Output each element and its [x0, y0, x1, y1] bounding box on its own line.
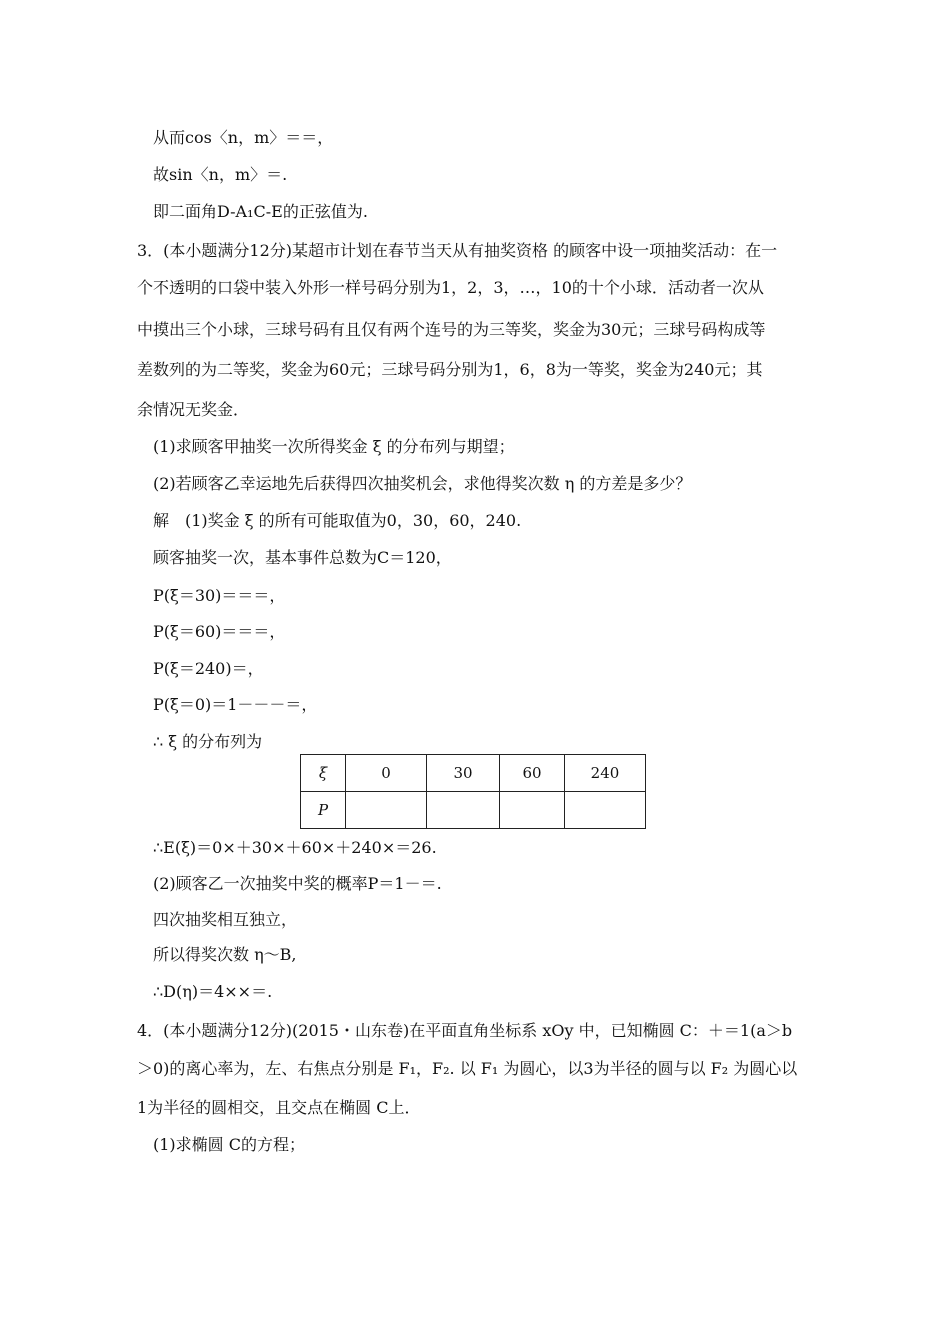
table-header-cell: 30 — [427, 755, 500, 792]
question-3-text: 余情况无奖金． — [137, 400, 250, 419]
question-3-part-1: (1)求顾客甲抽奖一次所得奖金 ξ 的分布列与期望； — [153, 437, 515, 456]
solution-line: 解 (1)奖金 ξ 的所有可能取值为0，30，60，240. — [153, 511, 522, 530]
table-cell — [427, 792, 500, 829]
question-4-part-1: (1)求椭圆 C的方程； — [153, 1135, 305, 1154]
question-3-text: 差数列的为二等奖，奖金为60元；三球号码分别为1，6，8为一等奖，奖金为240元；其 — [137, 360, 763, 379]
table-header-cell: 0 — [346, 755, 427, 792]
table-row-label: P — [301, 792, 346, 829]
solution-line: ∴E(ξ)＝0×＋30×＋60×＋240×＝26. — [153, 838, 437, 857]
table-row — [301, 792, 646, 829]
question-3-text: 3．(本小题满分12分)某超市计划在春节当天从有抽奖资格 的顾客中设一项抽奖活动：在一 — [137, 241, 778, 260]
question-3-text: 个不透明的口袋中装入外形一样号码分别为1，2，3，…，10的十个小球．活动者一次从 — [137, 278, 764, 297]
table-header-cell: 240 — [565, 755, 646, 792]
solution-line: P(ξ＝0)＝1－－－＝， — [153, 695, 318, 714]
table-cell — [346, 792, 427, 829]
table-cell — [565, 792, 646, 829]
solution-line: ∴D(η)＝4××＝. — [153, 982, 273, 1001]
text-line: 故sin〈n，m〉＝. — [153, 165, 288, 184]
table-header-cell: ξ — [301, 755, 346, 792]
table-header-cell: 60 — [500, 755, 565, 792]
question-4-text: ＞0)的离心率为，左、右焦点分别是 F₁，F₂. 以 F₁ 为圆心，以3为半径的圆与以 F₂ 为圆心以 — [137, 1059, 798, 1078]
solution-line: ∴ ξ 的分布列为 — [153, 732, 263, 751]
text-line: 从而cos〈n，m〉＝＝， — [153, 128, 334, 147]
question-4-text: 4．(本小题满分12分)(2015・山东卷)在平面直角坐标系 xOy 中，已知椭圆 C：＋＝1(a＞b — [137, 1021, 793, 1040]
table-cell — [500, 792, 565, 829]
solution-line: 顾客抽奖一次，基本事件总数为C＝120， — [153, 548, 452, 567]
solution-line: P(ξ＝240)＝， — [153, 659, 264, 678]
solution-line: (2)顾客乙一次抽奖中奖的概率P＝1－＝. — [153, 874, 442, 893]
table-row — [301, 755, 646, 792]
question-4-text: 1为半径的圆相交，且交点在椭圆 C上． — [137, 1098, 421, 1117]
solution-line: 所以得奖次数 η～B, — [153, 945, 297, 964]
solution-line: P(ξ＝30)＝＝＝， — [153, 586, 286, 605]
question-3-text: 中摸出三个小球，三球号码有且仅有两个连号的为三等奖，奖金为30元；三球号码构成等 — [137, 320, 766, 339]
distribution-table — [300, 754, 646, 829]
solution-line: P(ξ＝60)＝＝＝， — [153, 622, 286, 641]
question-3-part-2: (2)若顾客乙幸运地先后获得四次抽奖机会，求他得奖次数 η 的方差是多少？ — [153, 474, 692, 493]
text-line: 即二面角D-A₁C-E的正弦值为. — [153, 202, 368, 221]
solution-line: 四次抽奖相互独立， — [153, 910, 298, 929]
